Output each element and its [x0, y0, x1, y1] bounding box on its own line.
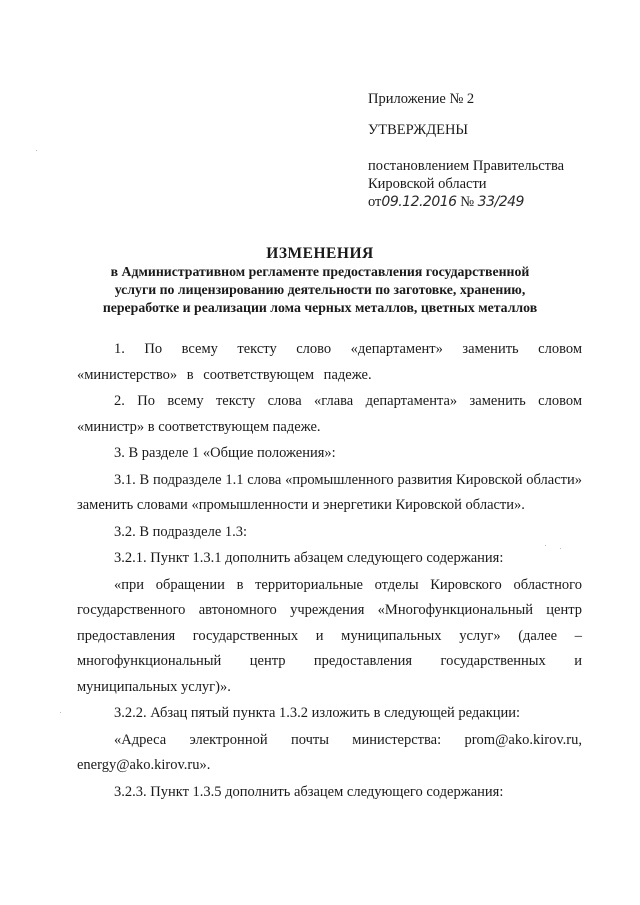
paragraph: 3.2.1. Пункт 1.3.1 дополнить абзацем следующего содержания:: [114, 550, 504, 566]
paragraph: 3. В разделе 1 «Общие положения»:: [114, 445, 336, 461]
scan-speck: [36, 150, 37, 151]
decree-date-number: [368, 193, 618, 211]
paragraph: 1. По всему тексту слово «департамент» заменить словом «министерство» в соответствующем падеже.: [77, 341, 582, 383]
paragraph: «Адреса электронной почты министерства: prom@ako.kirov.ru, energy@ako.kirov.ru».: [77, 731, 582, 773]
approved-by-line-2: Кировской области: [368, 176, 487, 192]
decree-date: 09.12.2016: [381, 194, 457, 210]
paragraph: «при обращении в территориальные отделы Кировского областного государственного автономного учреждения «Многофункциональный центр предоставления государственных и муниципальных услуг» (далее – многофункциональный центр предоставления государственных и муниципальных услуг)».: [77, 576, 582, 695]
paragraph: 3.2.3. Пункт 1.3.5 дополнить абзацем следующего содержания:: [114, 783, 504, 800]
appendix-label: Приложение № 2: [368, 91, 475, 107]
document-title: [60, 244, 580, 317]
approved-label: УТВЕРЖДЕНЫ: [368, 122, 469, 138]
title-line-1: в Административном регламенте предоставления государственной: [110, 264, 530, 279]
document-body: [77, 337, 582, 806]
paragraph: 3.2. В подразделе 1.3:: [114, 523, 248, 540]
paragraph: 2. По всему тексту слова «глава департамента» заменить словом «министр» в соответствующем падеже.: [77, 393, 582, 435]
number-label: №: [460, 194, 475, 210]
from-label: от: [368, 194, 382, 210]
decree-number: 33/249: [477, 194, 524, 210]
scan-speck: [560, 548, 561, 549]
scan-speck: [545, 545, 546, 546]
title-heading: ИЗМЕНЕНИЯ: [266, 245, 374, 262]
scan-speck: [60, 712, 61, 713]
approved-by-line-1: постановлением Правительства: [368, 158, 565, 174]
title-line-2: услуги по лицензированию деятельности по заготовке, хранению,: [114, 282, 526, 297]
paragraph: 3.2.2. Абзац пятый пункта 1.3.2 изложить в следующей редакции:: [114, 705, 521, 721]
paragraph: 3.1. В подразделе 1.1 слова «промышленного развития Кировской области» заменить словами «промышленности и энергетики Кировской области».: [77, 471, 582, 513]
title-line-3: переработке и реализации лома черных металлов, цветных металлов: [102, 300, 538, 315]
approval-block: [368, 90, 618, 211]
